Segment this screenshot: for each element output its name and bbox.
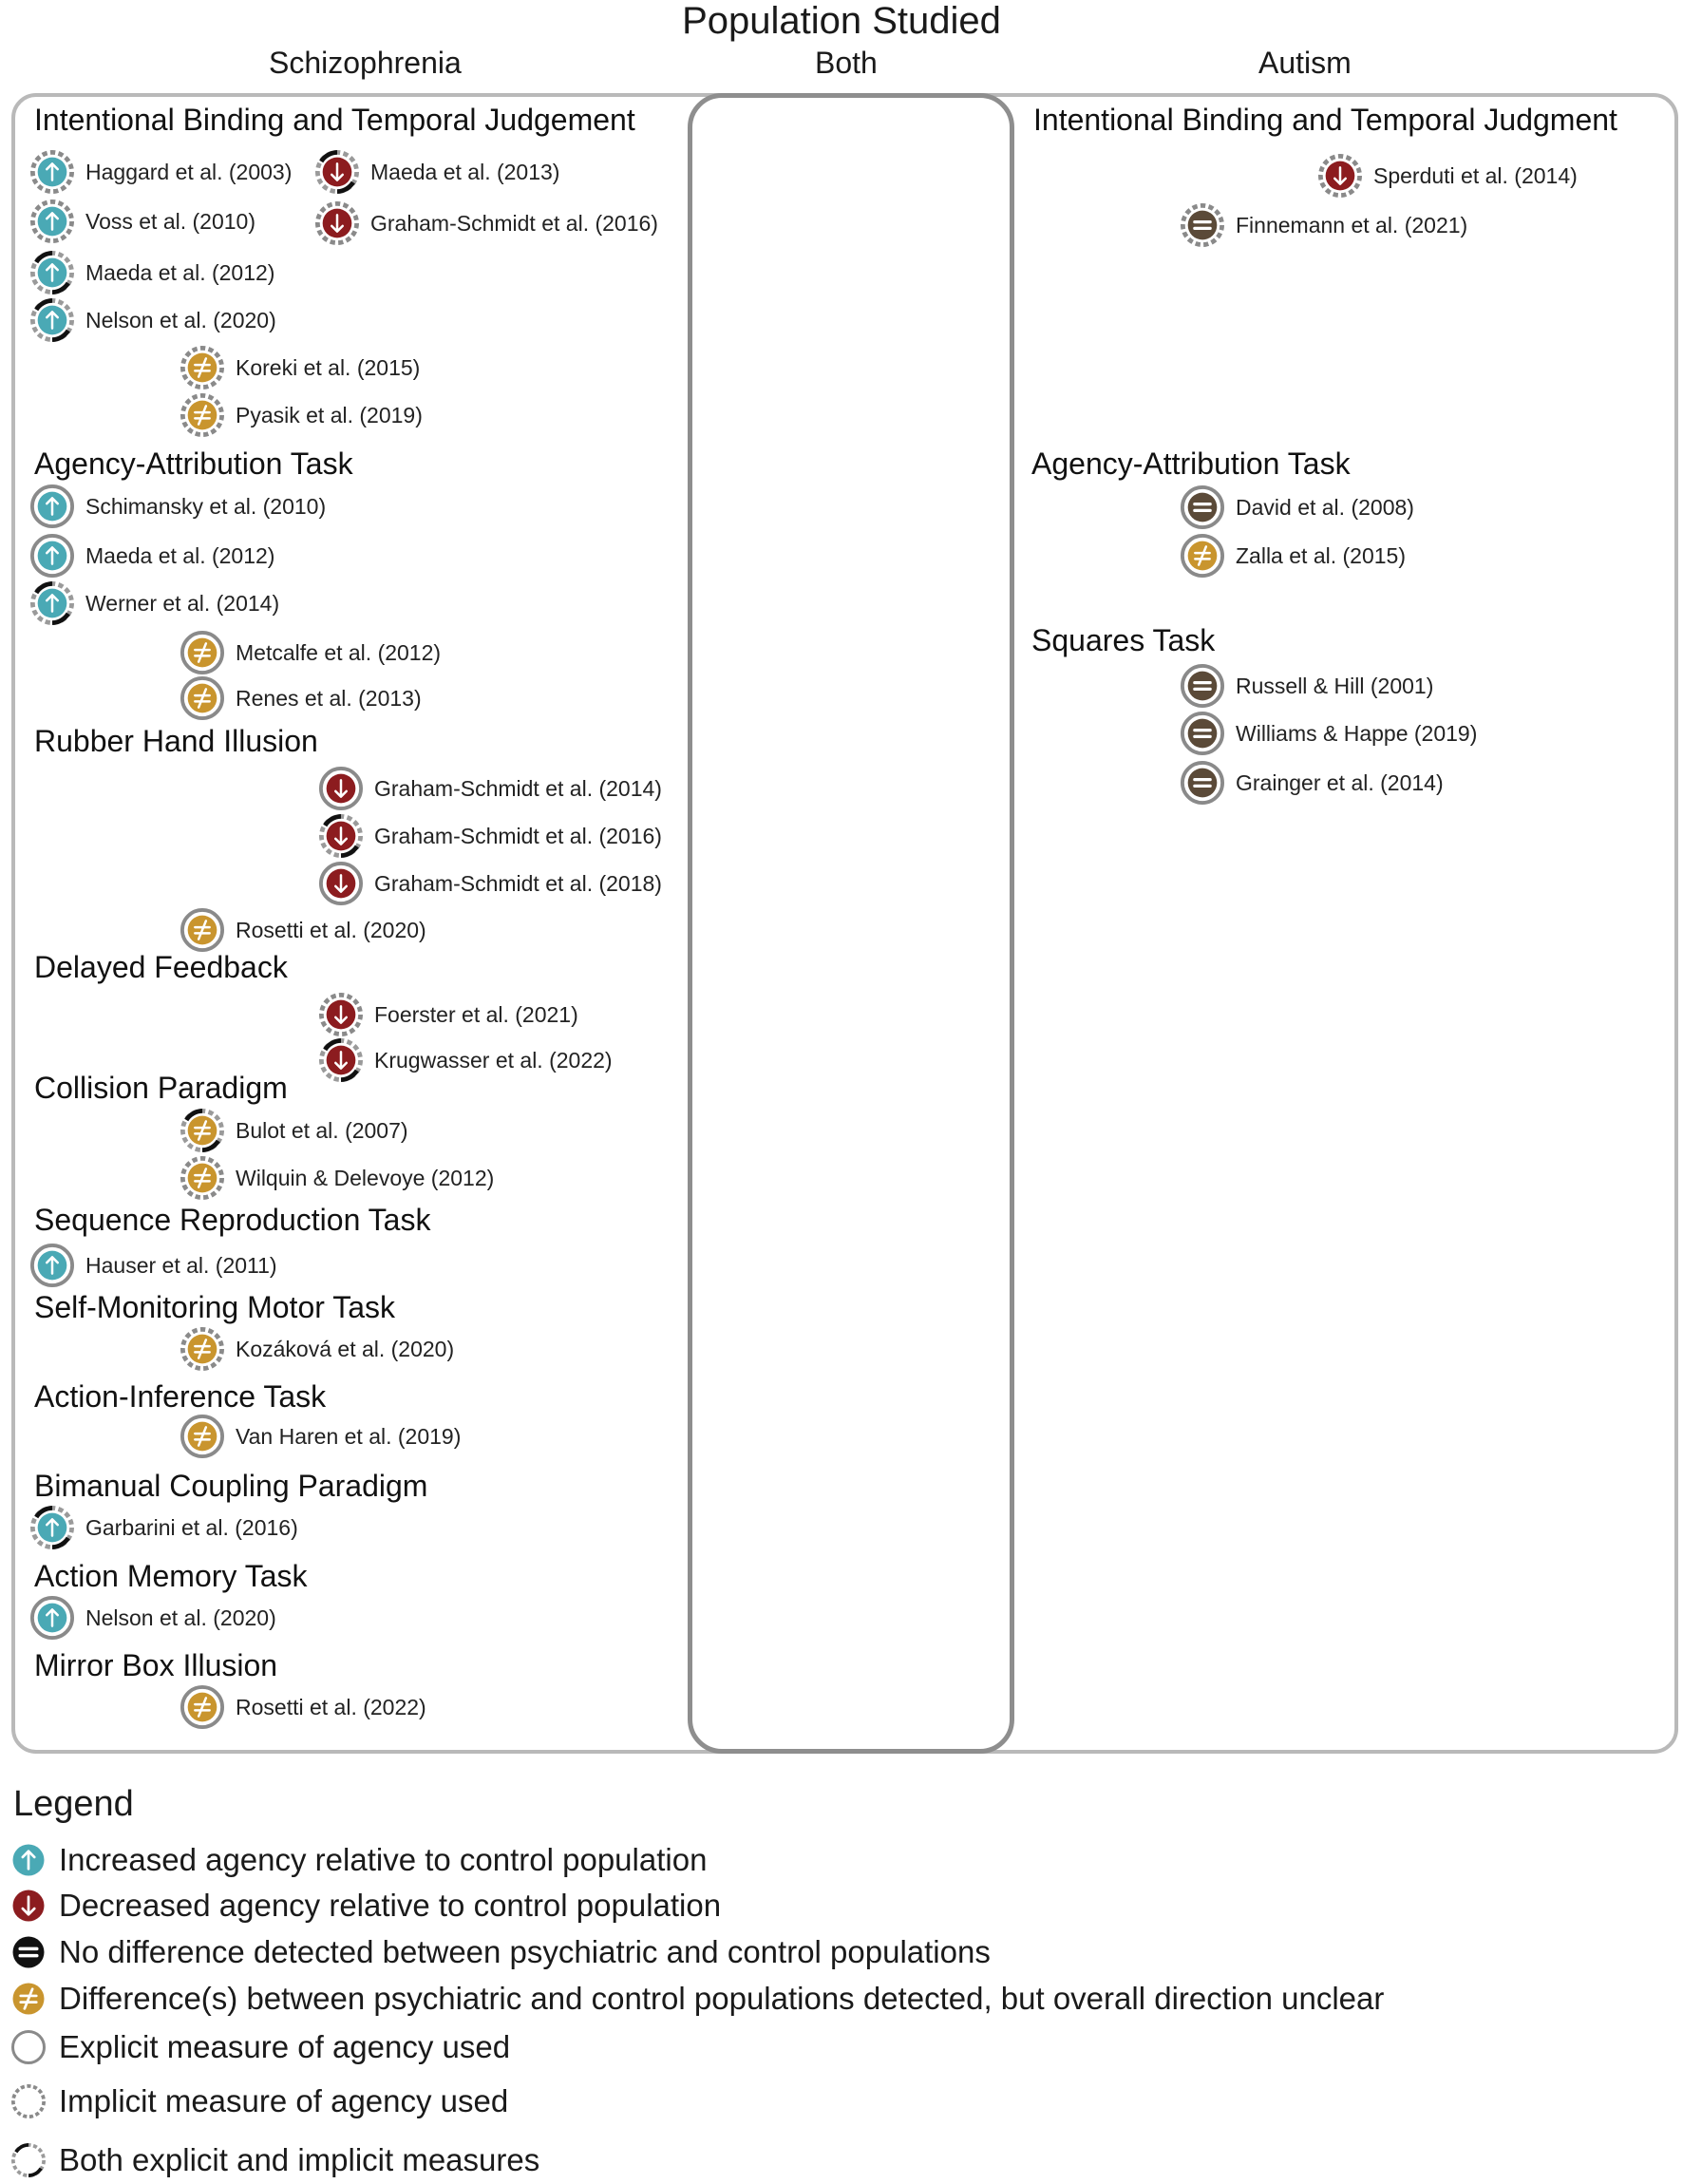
study-label: Nelson et al. (2020) — [85, 1605, 276, 1630]
not-equal-icon — [180, 908, 224, 952]
down-arrow-icon — [319, 1038, 363, 1082]
study-item — [180, 908, 426, 952]
study-item — [319, 862, 662, 905]
study-label: Voss et al. (2010) — [85, 208, 255, 234]
up-arrow-icon — [30, 581, 74, 625]
study-label: Haggard et al. (2003) — [85, 159, 293, 184]
study-label: Renes et al. (2013) — [236, 685, 422, 711]
study-item — [30, 1506, 298, 1549]
study-label: Krugwasser et al. (2022) — [374, 1047, 613, 1073]
category-heading: Agency-Attribution Task — [1031, 446, 1351, 481]
equals-icon — [1181, 712, 1224, 755]
study-label: Garbarini et al. (2016) — [85, 1514, 298, 1540]
study-item — [180, 1415, 461, 1458]
study-label: Rosetti et al. (2020) — [236, 917, 426, 942]
column-header-schizophrenia: Schizophrenia — [269, 46, 462, 80]
study-label: Maeda et al. (2012) — [85, 542, 275, 568]
up-arrow-icon — [30, 534, 74, 578]
study-label: Graham-Schmidt et al. (2018) — [374, 870, 662, 896]
study-label: Foerster et al. (2021) — [374, 1001, 578, 1027]
equals-icon — [1181, 761, 1224, 805]
study-label: Nelson et al. (2020) — [85, 307, 276, 332]
legend-label: Implicit measure of agency used — [59, 2083, 509, 2118]
down-arrow-icon — [315, 201, 359, 245]
study-item — [1181, 664, 1433, 708]
legend-item — [11, 2141, 539, 2179]
not-equal-icon — [180, 1685, 224, 1729]
study-item — [30, 581, 279, 625]
study-item — [30, 1596, 276, 1640]
equals-icon — [11, 1935, 46, 1969]
study-item — [180, 1327, 454, 1371]
study-label: Werner et al. (2014) — [85, 590, 280, 616]
not-equal-icon — [180, 631, 224, 674]
up-arrow-icon — [30, 199, 74, 243]
not-equal-icon — [11, 1982, 46, 2016]
study-label: Graham-Schmidt et al. (2016) — [374, 823, 662, 848]
study-label: Metcalfe et al. (2012) — [236, 639, 442, 665]
study-item — [30, 484, 326, 528]
study-label: Russell & Hill (2001) — [1236, 673, 1434, 698]
legend-label: Decreased agency relative to control population — [59, 1888, 722, 1923]
legend-label: Explicit measure of agency used — [59, 2029, 511, 2064]
legend-label: No difference detected between psychiatric and control populations — [59, 1934, 991, 1969]
study-item — [30, 150, 292, 194]
study-item — [1181, 534, 1406, 578]
study-label: David et al. (2008) — [1236, 494, 1414, 520]
both-panel — [688, 93, 1014, 1754]
study-label: Finnemann et al. (2021) — [1236, 212, 1468, 237]
study-label: Bulot et al. (2007) — [236, 1117, 408, 1143]
not-equal-icon — [180, 346, 224, 389]
study-label: Hauser et al. (2011) — [85, 1252, 277, 1278]
category-heading: Action Memory Task — [34, 1559, 308, 1593]
category-heading: Intentional Binding and Temporal Judgement — [34, 103, 635, 137]
up-arrow-icon — [30, 298, 74, 342]
explicit-ring-icon — [11, 2030, 46, 2064]
study-item — [1181, 761, 1444, 805]
down-arrow-icon — [319, 993, 363, 1036]
study-item — [180, 676, 422, 720]
study-label: Maeda et al. (2013) — [370, 159, 560, 184]
study-item — [319, 993, 578, 1036]
study-item — [180, 1156, 494, 1200]
category-heading: Mirror Box Illusion — [34, 1648, 278, 1682]
up-arrow-icon — [11, 1843, 46, 1877]
up-arrow-icon — [30, 1596, 74, 1640]
study-label: Williams & Happe (2019) — [1236, 720, 1478, 746]
study-item — [180, 1109, 408, 1152]
study-item — [180, 346, 420, 389]
not-equal-icon — [180, 676, 224, 720]
implicit-ring-icon — [11, 2084, 46, 2118]
down-arrow-icon — [319, 814, 363, 858]
study-item — [30, 534, 274, 578]
up-arrow-icon — [30, 1244, 74, 1287]
study-label: Grainger et al. (2014) — [1236, 769, 1444, 795]
study-item — [1181, 203, 1467, 247]
study-label: Zalla et al. (2015) — [1236, 542, 1406, 568]
study-item — [180, 631, 441, 674]
study-item — [319, 767, 662, 810]
study-label: Sperduti et al. (2014) — [1373, 162, 1578, 188]
legend-item — [11, 1933, 991, 1971]
legend-item — [11, 2028, 510, 2066]
category-heading: Self-Monitoring Motor Task — [34, 1290, 395, 1324]
category-heading: Intentional Binding and Temporal Judgment — [1033, 103, 1617, 137]
up-arrow-icon — [30, 150, 74, 194]
legend-title: Legend — [13, 1784, 134, 1824]
up-arrow-icon — [30, 1506, 74, 1549]
category-heading: Agency-Attribution Task — [34, 446, 353, 481]
study-label: Pyasik et al. (2019) — [236, 402, 423, 427]
not-equal-icon — [180, 1109, 224, 1152]
legend-item — [11, 1841, 707, 1879]
equals-icon — [1181, 664, 1224, 708]
study-item — [1181, 712, 1477, 755]
legend-label: Increased agency relative to control population — [59, 1842, 708, 1877]
column-header-both: Both — [815, 46, 878, 80]
down-arrow-icon — [1318, 154, 1362, 198]
equals-icon — [1181, 203, 1224, 247]
down-arrow-icon — [11, 1889, 46, 1923]
study-item — [319, 814, 662, 858]
study-item — [1318, 154, 1578, 198]
study-item — [180, 393, 423, 437]
study-item — [315, 150, 559, 194]
legend-item — [11, 2082, 508, 2120]
up-arrow-icon — [30, 484, 74, 528]
study-item — [30, 298, 276, 342]
study-item — [30, 1244, 277, 1287]
study-label: Maeda et al. (2012) — [85, 259, 275, 285]
study-label: Koreki et al. (2015) — [236, 354, 421, 380]
study-item — [30, 251, 274, 294]
down-arrow-icon — [315, 150, 359, 194]
category-heading: Delayed Feedback — [34, 950, 288, 984]
not-equal-icon — [1181, 534, 1224, 578]
legend-label: Difference(s) between psychiatric and control populations detected, but overall direction unclear — [59, 1981, 1385, 2016]
study-label: Kozáková et al. (2020) — [236, 1336, 455, 1361]
diagram-title: Population Studied — [682, 0, 1001, 42]
category-heading: Sequence Reproduction Task — [34, 1203, 431, 1237]
study-item — [30, 199, 255, 243]
not-equal-icon — [180, 1156, 224, 1200]
equals-icon — [1181, 485, 1224, 529]
down-arrow-icon — [319, 862, 363, 905]
both-ring-icon — [11, 2143, 46, 2177]
category-heading: Bimanual Coupling Paradigm — [34, 1469, 428, 1503]
study-label: Graham-Schmidt et al. (2016) — [370, 210, 658, 236]
up-arrow-icon — [30, 251, 74, 294]
legend-label: Both explicit and implicit measures — [59, 2142, 540, 2177]
study-item — [1181, 485, 1414, 529]
study-item — [315, 201, 658, 245]
category-heading: Rubber Hand Illusion — [34, 724, 318, 758]
study-item — [319, 1038, 613, 1082]
category-heading: Collision Paradigm — [34, 1071, 288, 1105]
down-arrow-icon — [319, 767, 363, 810]
category-heading: Squares Task — [1031, 623, 1216, 657]
column-header-autism: Autism — [1258, 46, 1352, 80]
category-heading: Action-Inference Task — [34, 1379, 327, 1414]
not-equal-icon — [180, 393, 224, 437]
legend-item — [11, 1980, 1384, 2018]
study-item — [180, 1685, 426, 1729]
study-label: Schimansky et al. (2010) — [85, 493, 327, 519]
legend-item — [11, 1887, 721, 1925]
study-label: Graham-Schmidt et al. (2014) — [374, 775, 662, 801]
not-equal-icon — [180, 1415, 224, 1458]
study-label: Wilquin & Delevoye (2012) — [236, 1165, 495, 1190]
study-label: Rosetti et al. (2022) — [236, 1694, 426, 1719]
study-label: Van Haren et al. (2019) — [236, 1423, 462, 1449]
not-equal-icon — [180, 1327, 224, 1371]
